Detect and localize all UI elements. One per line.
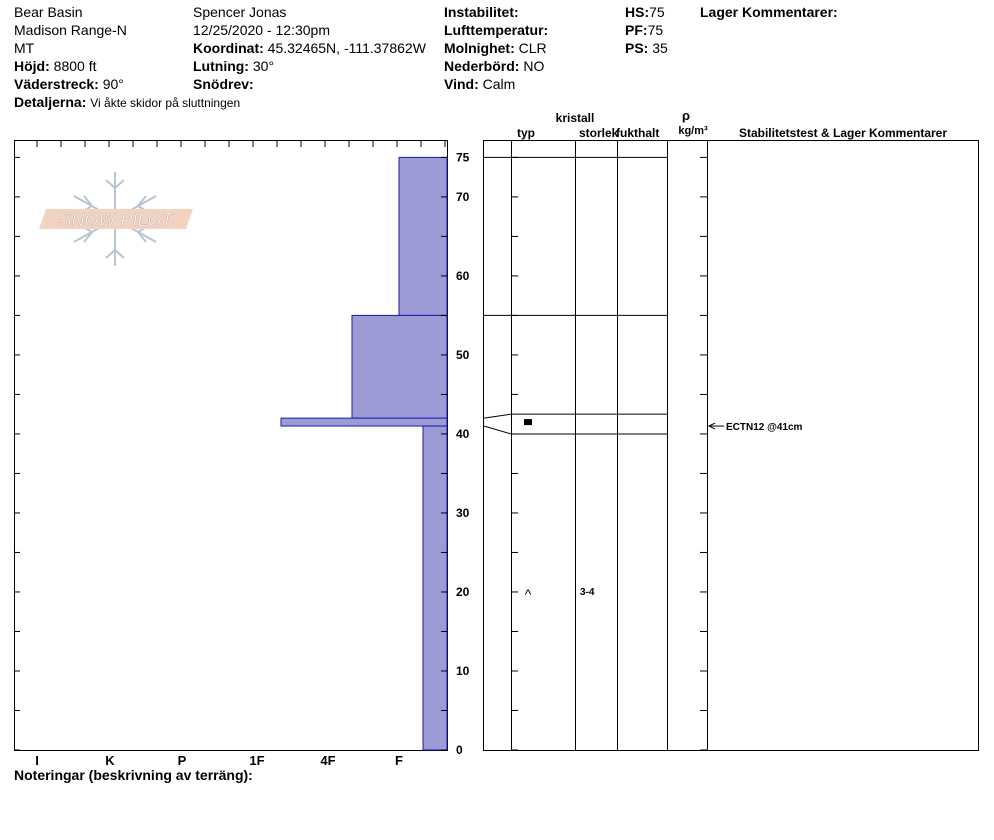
details-value: Vi åkte skidor på sluttningen xyxy=(90,96,241,110)
hardness-plot-frame xyxy=(15,141,448,751)
y-tick-label: 40 xyxy=(456,426,470,441)
location: Bear Basin xyxy=(14,4,83,20)
hardness-layer-2 xyxy=(281,418,447,426)
precip-label: Nederbörd: xyxy=(444,58,520,74)
y-tick-label: 70 xyxy=(456,189,470,204)
hardness-layer-3 xyxy=(423,426,447,750)
aspect-label: Väderstreck: xyxy=(14,76,99,92)
instability-label: Instabilitet: xyxy=(444,4,519,20)
elevation-label: Höjd: xyxy=(14,58,50,74)
slope-value: 30° xyxy=(252,58,275,74)
snowpilot-logo-text: SNOW PILOT xyxy=(59,210,173,230)
air-temp-label: Lufttemperatur: xyxy=(444,22,549,38)
hs-label: HS: xyxy=(625,4,650,20)
layer-table-columns xyxy=(512,140,708,751)
density-unit-header: kg/m³ xyxy=(678,125,708,137)
wind-value: Calm xyxy=(482,76,516,92)
coord-label: Koordinat: xyxy=(193,40,264,56)
aspect-value: 90° xyxy=(102,76,124,92)
notes-label: Noteringar (beskrivning av terräng): xyxy=(14,767,253,783)
rho-header: ρ xyxy=(681,108,691,123)
hardness-layer-1 xyxy=(352,315,447,418)
range: Madison Range-N xyxy=(14,22,127,38)
y-tick-label: 75 xyxy=(456,150,470,165)
x-tick-label: P xyxy=(177,753,187,768)
cloud-label: Molnighet: xyxy=(444,40,515,56)
y-tick-label: 0 xyxy=(456,743,463,757)
x-tick-label: 4F xyxy=(320,753,336,768)
y-tick-label: 20 xyxy=(456,584,470,599)
pf-value: 75 xyxy=(647,22,664,38)
grain-size-label: 3-4 xyxy=(580,586,595,598)
y-tick-label: 50 xyxy=(456,347,470,362)
grain-type-symbol: ^ xyxy=(524,585,532,602)
cloud-value: CLR xyxy=(518,40,547,56)
y-tick-label: 60 xyxy=(456,268,470,283)
ps-value: 35 xyxy=(652,40,668,56)
type-header: typ xyxy=(517,126,535,140)
drift-label: Snödrev: xyxy=(193,76,254,92)
layer-table-frame xyxy=(484,141,979,751)
x-tick-label: 1F xyxy=(249,753,265,768)
boundary-connector xyxy=(484,414,511,418)
y-tick-label: 30 xyxy=(456,505,470,520)
size-header: storlek xyxy=(579,126,619,140)
elevation-value: 8800 ft xyxy=(53,58,97,74)
crystal-header: kristall xyxy=(555,111,595,125)
observer: Spencer Jonas xyxy=(193,4,287,20)
state: MT xyxy=(14,40,35,56)
x-tick-label: I xyxy=(35,753,39,768)
hardness-layer-0 xyxy=(399,157,447,315)
grain-type-symbol xyxy=(524,419,532,425)
ps-label: PS: xyxy=(625,40,649,56)
slope-label: Lutning: xyxy=(193,58,249,74)
pf-label: PF: xyxy=(625,22,648,38)
precip-value: NO xyxy=(523,58,545,74)
stability-test-label: ECTN12 @41cm xyxy=(726,422,803,434)
boundary-connector xyxy=(484,426,511,434)
stability-header: Stabilitetstest & Lager Kommentarer xyxy=(738,126,948,140)
datetime: 12/25/2020 - 12:30pm xyxy=(193,22,330,38)
wind-label: Vind: xyxy=(444,76,479,92)
layer-comments-label: Lager Kommentarer: xyxy=(700,4,838,20)
coord-value: 45.32465N, -111.37862W xyxy=(267,40,426,56)
x-tick-label: K xyxy=(105,753,115,768)
y-tick-label: 10 xyxy=(456,663,470,678)
x-tick-label: F xyxy=(395,753,403,768)
hs-value: 75 xyxy=(649,4,665,20)
moisture-header: fukthalt xyxy=(616,126,660,140)
details-label: Detaljerna: xyxy=(14,94,87,110)
